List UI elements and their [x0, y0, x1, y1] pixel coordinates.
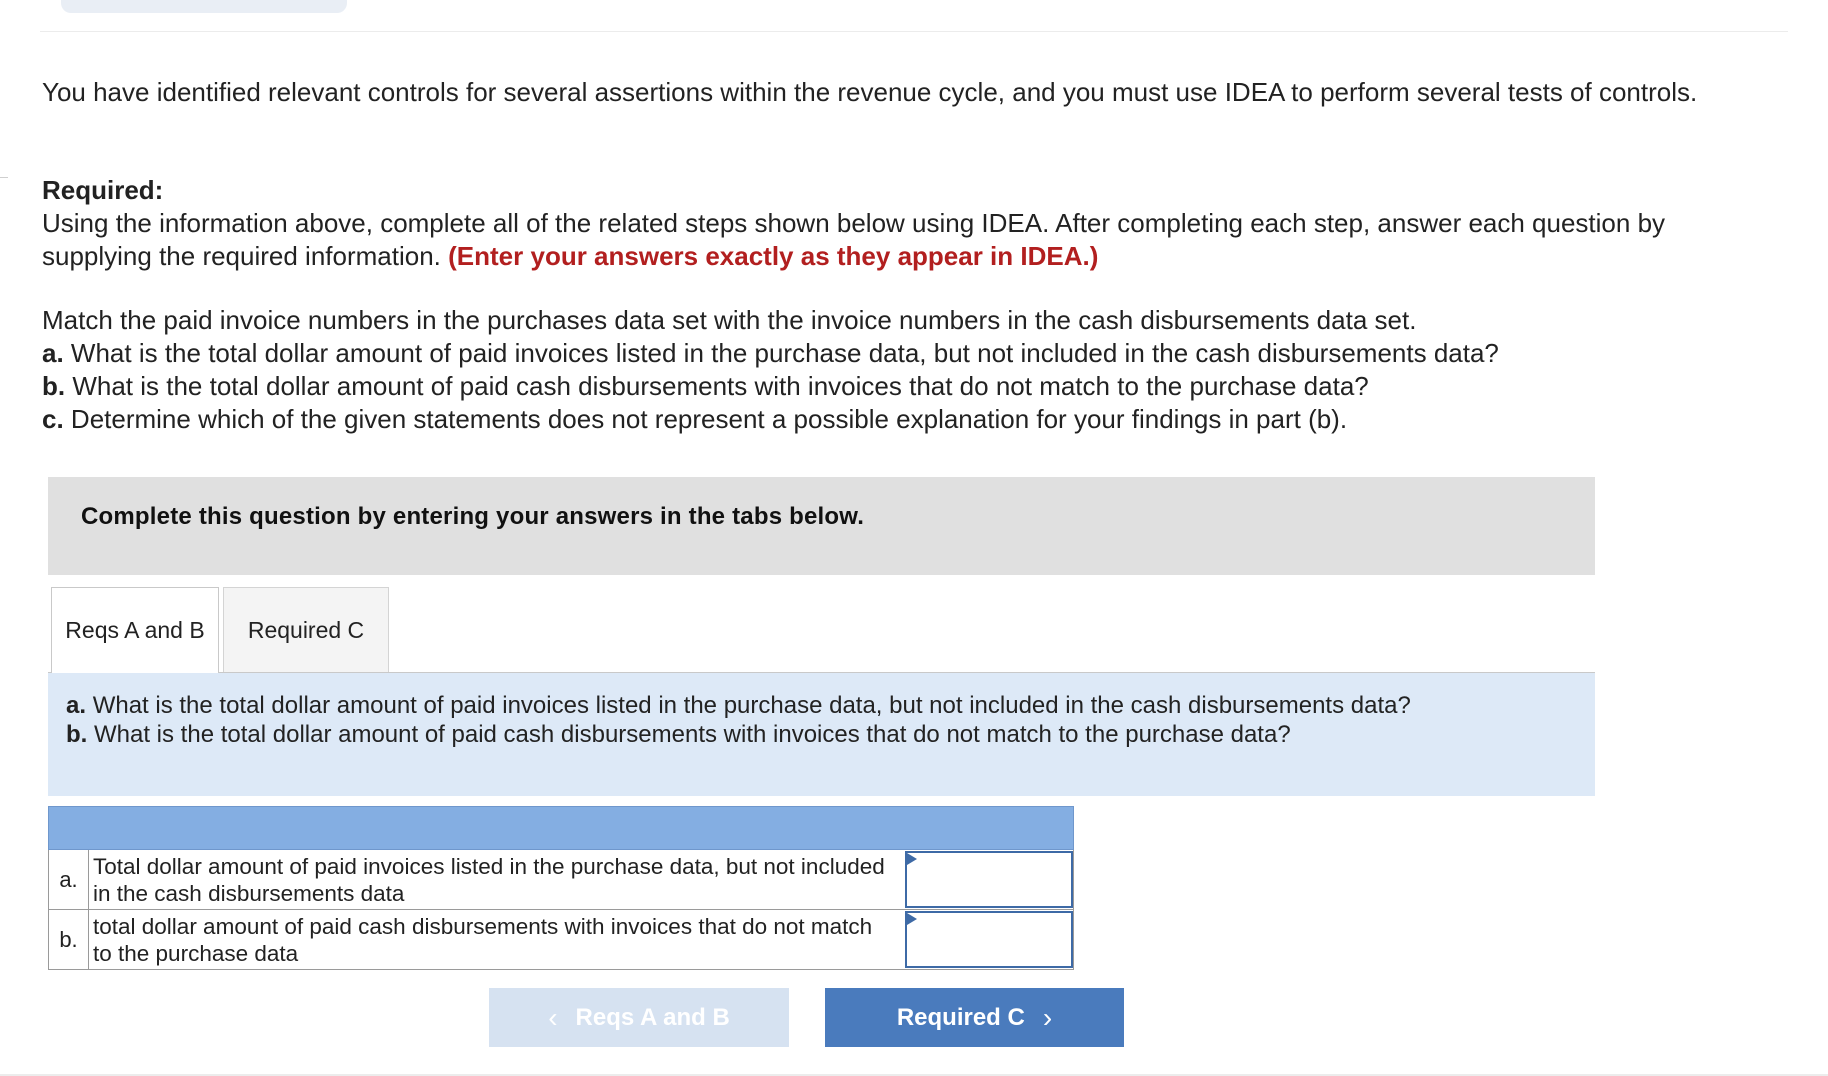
question-letter: b.: [42, 371, 66, 401]
question-text: What is the total dollar amount of paid cash disbursements with invoices that do not match to the purchase data?: [94, 721, 1291, 748]
input-flag-icon: [907, 853, 917, 865]
question-c: [42, 403, 1772, 436]
tab-reqs-a-and-b[interactable]: Reqs A and B: [51, 587, 219, 673]
next-button-label: Required C: [896, 1003, 1025, 1031]
top-divider: [40, 31, 1788, 32]
input-flag-icon: [907, 913, 917, 925]
tab-required-c[interactable]: Required C: [223, 587, 389, 673]
question-text: What is the total dollar amount of paid invoices listed in the purchase data, but not included in the cash disbursements data?: [70, 338, 1499, 368]
top-tab-stub: [61, 0, 347, 13]
required-emphasis: (Enter your answers exactly as they appear in IDEA.): [448, 241, 1099, 271]
left-margin-mark: [0, 177, 8, 178]
row-letter: b.: [49, 910, 89, 969]
table-row: [48, 910, 1074, 970]
question-letter: a.: [42, 338, 64, 368]
required-heading: Required:: [42, 175, 164, 205]
question-letter: a.: [66, 692, 87, 719]
table-header: [48, 806, 1074, 850]
answer-input-a[interactable]: [905, 851, 1073, 908]
panel-question-a: [66, 691, 1577, 720]
question-panel: [48, 673, 1595, 796]
question-text: What is the total dollar amount of paid cash disbursements with invoices that do not match to the purchase data?: [72, 371, 1369, 401]
question-letter: c.: [42, 404, 64, 434]
row-description: total dollar amount of paid cash disbursements with invoices that do not match to the purchase data: [93, 914, 873, 966]
question-b: [42, 370, 1772, 403]
required-block: [42, 174, 1772, 273]
next-button[interactable]: [825, 988, 1124, 1047]
panel-question-b: [66, 720, 1577, 749]
chevron-right-icon: ›: [1042, 1001, 1053, 1033]
required-text: Using the information above, complete all of the related steps shown below using IDEA. After completing each step, answer each question by supplying the required information.: [42, 208, 1666, 271]
chevron-left-icon: ‹: [548, 1001, 558, 1033]
row-letter: a.: [49, 850, 89, 909]
answer-table: [48, 806, 1074, 970]
instruction-text: Complete this question by entering your answers in the tabs below.: [81, 503, 865, 530]
question-text: What is the total dollar amount of paid invoices listed in the purchase data, but not included in the cash disbursements data?: [92, 692, 1411, 719]
intro-text: You have identified relevant controls for several assertions within the revenue cycle, and you must use IDEA to perform several tests of controls.: [42, 77, 1698, 107]
row-description: Total dollar amount of paid invoices listed in the purchase data, but not included in the cash disbursements data: [93, 854, 885, 906]
match-intro: Match the paid invoice numbers in the purchases data set with the invoice numbers in the cash disbursements data set.: [42, 305, 1417, 335]
prev-button[interactable]: [489, 988, 789, 1047]
table-row: [48, 850, 1074, 910]
instruction-banner: [48, 477, 1595, 575]
prev-button-label: Reqs A and B: [575, 1003, 730, 1031]
question-letter: b.: [66, 721, 88, 748]
question-a: [42, 337, 1772, 370]
question-text: Determine which of the given statements does not represent a possible explanation for your findings in part (b).: [70, 404, 1348, 434]
match-block: [42, 304, 1772, 436]
answer-input-b[interactable]: [905, 911, 1073, 968]
